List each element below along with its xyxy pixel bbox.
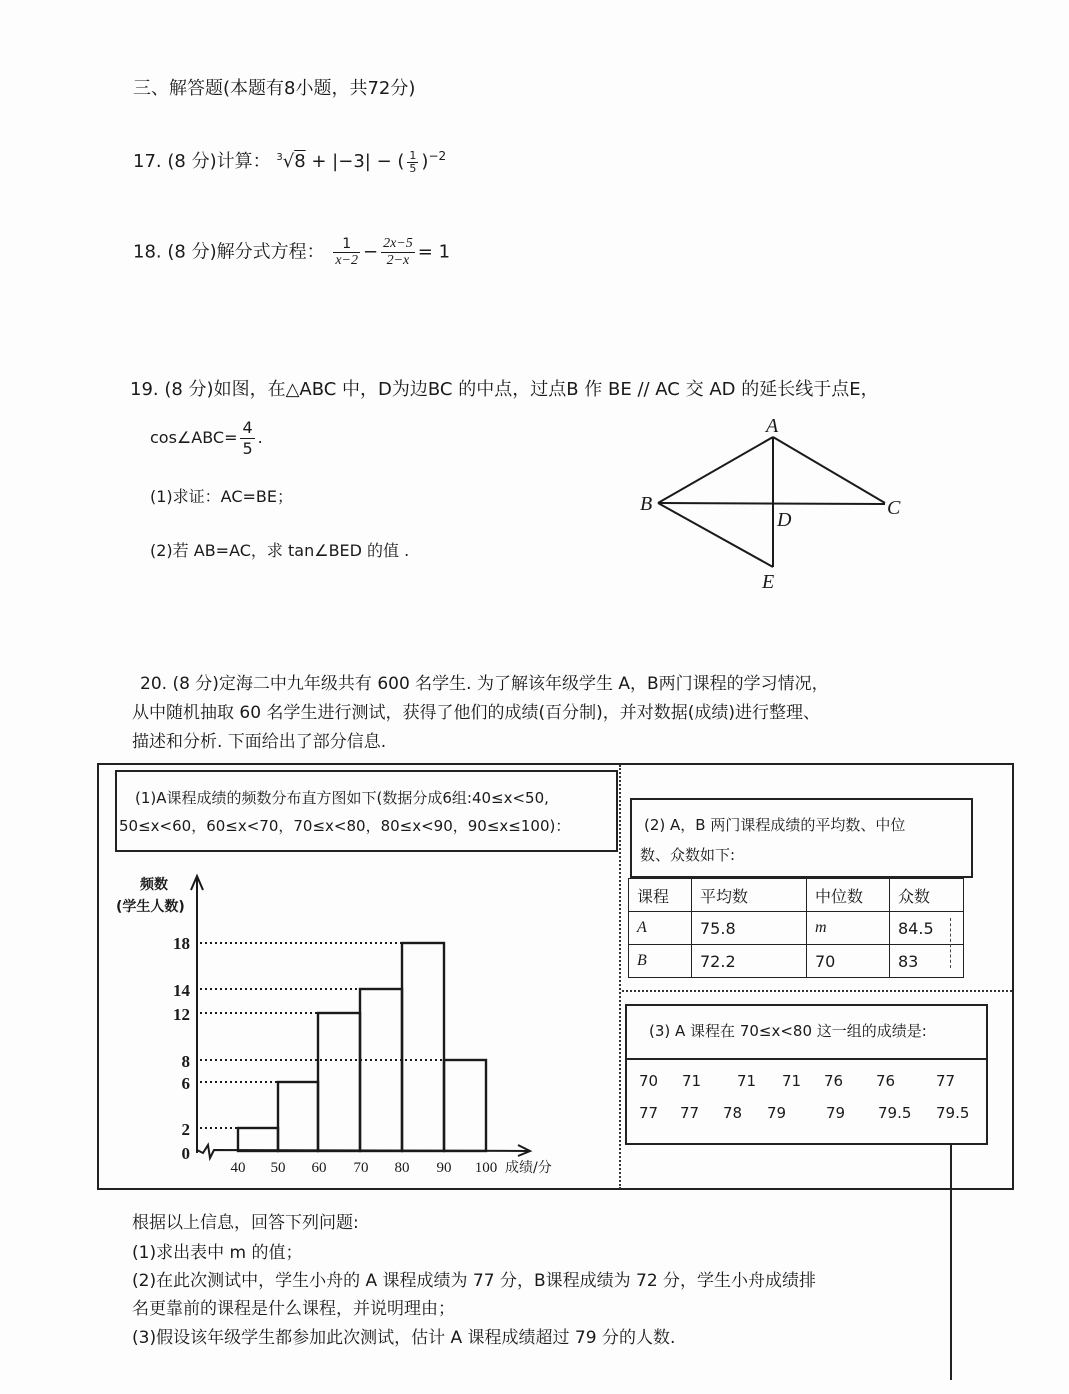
q18-rhs: = 1	[417, 241, 451, 263]
table-row	[629, 912, 964, 945]
score: 77	[639, 1104, 659, 1122]
score: 77	[680, 1104, 700, 1122]
x-tick: 90	[436, 1160, 452, 1176]
frac1-num: 1	[333, 236, 360, 253]
bar-80-90	[402, 943, 444, 1151]
table-cell: 75.8	[692, 912, 807, 945]
table-cell: 83	[890, 945, 964, 978]
table-row	[629, 945, 964, 978]
question-18	[133, 236, 450, 269]
x-tick: 50	[270, 1160, 286, 1176]
x-tick: 40	[230, 1160, 246, 1176]
bar-40-50	[238, 1128, 278, 1151]
x-axis-label: 成绩/分	[505, 1160, 552, 1176]
panel-divider-h	[622, 990, 1012, 992]
table-cell: A	[629, 912, 692, 945]
q18-points: (8 分)	[167, 241, 217, 263]
frac-num: 1	[409, 148, 417, 162]
frac1-den: x−2	[335, 253, 358, 268]
q20-intro-line: 20. (8 分)定海二中九年级共有 600 名学生. 为了解该年级学生 A，B两门课程的学习情况，	[140, 674, 829, 694]
y-tick: 2	[181, 1120, 190, 1139]
table-header-row	[629, 879, 964, 912]
bar-70-80	[360, 989, 402, 1151]
part3-divider	[627, 1058, 986, 1060]
score: 71	[782, 1072, 802, 1090]
question-item-3: (3)假设该年级学生都参加此次测试，估计 A 课程成绩超过 79 分的人数.	[132, 1328, 676, 1348]
label-c: C	[887, 497, 901, 519]
label-d: D	[777, 509, 792, 531]
score: 79.5	[936, 1104, 970, 1122]
table-header: 平均数	[692, 879, 807, 912]
q17-prompt: 计算：	[216, 151, 271, 172]
q19-cos-given	[150, 418, 263, 459]
table-cell: 84.5	[890, 912, 964, 945]
exponent: −2	[428, 149, 447, 163]
q18-number: 18.	[133, 241, 162, 263]
q19-part1: (1)求证：AC=BE；	[150, 487, 293, 506]
cos-num: 4	[242, 418, 253, 437]
part2-caption-line: (2) A，B 两门课程成绩的平均数、中位	[644, 816, 906, 834]
q18-prompt: 解分式方程：	[216, 241, 325, 263]
x-tick: 80	[394, 1160, 410, 1176]
section-header: 三、解答题(本题有8小题，共72分)	[133, 78, 416, 99]
table-header: 课程	[629, 879, 692, 912]
y-tick: 18	[173, 934, 190, 953]
x-tick: 100	[474, 1160, 498, 1176]
question-item-2: (2)在此次测试中，学生小舟的 A 课程成绩为 77 分，B课程成绩为 72 分，学生小舟成绩排	[132, 1271, 817, 1291]
y-tick: 14	[173, 981, 190, 1000]
table-header: 中位数	[807, 879, 890, 912]
histogram-bars	[238, 943, 486, 1151]
table-header: 众数	[890, 879, 964, 912]
score: 71	[737, 1072, 757, 1090]
table-cell: 72.2	[692, 945, 807, 978]
stats-table	[628, 878, 964, 978]
table-cell: m	[807, 912, 890, 945]
q20-intro-line: 从中随机抽取 60 名学生进行测试，获得了他们的成绩(百分制)，并对数据(成绩)进行整理、	[132, 703, 820, 723]
cos-label: cos∠ABC=	[150, 428, 238, 447]
part1-caption-box	[115, 770, 618, 852]
bar-90-100	[444, 1060, 486, 1151]
y-axis-label-1: 频数	[140, 877, 168, 893]
histogram-chart	[100, 860, 620, 1185]
radicand: 8	[294, 151, 306, 172]
cos-den: 5	[242, 439, 253, 458]
question-17	[133, 147, 446, 175]
y-tick: 0	[181, 1144, 190, 1163]
frac2-num: 2x−5	[383, 236, 413, 251]
part2-caption-line: 数、众数如下:	[640, 846, 736, 864]
bar-50-60	[278, 1082, 318, 1151]
score: 70	[639, 1072, 659, 1090]
score: 71	[682, 1072, 702, 1090]
question-item-1: (1)求出表中 m 的值；	[132, 1243, 303, 1263]
q20-intro	[132, 670, 829, 757]
triangle-figure	[630, 410, 920, 595]
frac2-den: 2−x	[386, 253, 410, 268]
guide-lines	[200, 943, 444, 1128]
score: 76	[824, 1072, 844, 1090]
x-tick: 60	[311, 1160, 327, 1176]
part1-caption-line: 50≤x<60，60≤x<70，70≤x<80，80≤x<90，90≤x≤100)：	[119, 817, 571, 835]
q19-line1: 19. (8 分)如图，在△ABC 中，D为边BC 的中点，过点B 作 BE // AC 交 AD 的延长线于点E，	[130, 379, 879, 400]
y-tick: 6	[181, 1074, 190, 1093]
label-e: E	[762, 571, 775, 593]
y-tick: 12	[173, 1005, 190, 1024]
q17-number: 17.	[133, 151, 162, 172]
q17-points: (8 分)	[167, 151, 217, 172]
root-index: 3	[276, 152, 283, 163]
part3-caption: (3) A 课程在 70≤x<80 这一组的成绩是:	[649, 1022, 927, 1040]
table-cell: 70	[807, 945, 890, 978]
score: 77	[936, 1072, 956, 1090]
label-a: A	[766, 415, 779, 437]
cos-end: .	[257, 428, 263, 447]
x-tick: 70	[353, 1160, 369, 1176]
part2-caption-box	[630, 798, 973, 878]
q19-part2: (2)若 AB=AC，求 tan∠BED 的值 .	[150, 541, 410, 560]
score: 79.5	[878, 1104, 912, 1122]
label-b: B	[640, 493, 653, 515]
minus-sign: −	[363, 241, 379, 263]
score: 79	[767, 1104, 787, 1122]
part3-scores	[625, 1072, 988, 1132]
questions-intro: 根据以上信息，回答下列问题:	[132, 1213, 359, 1233]
bar-60-70	[318, 1013, 360, 1151]
question-item-2-cont: 名更靠前的课程是什么课程，并说明理由；	[132, 1299, 455, 1319]
table-cell: B	[629, 945, 692, 978]
q17-expression: $^3$√8 + |−3| − ( $\frac{1}{5}$ )$^{-2}$	[276, 148, 447, 175]
y-axis-label-2: (学生人数)	[116, 899, 185, 915]
margin-line	[950, 1145, 952, 1380]
part1-caption-line: (1)A课程成绩的频数分布直方图如下(数据分成6组:40≤x<50,	[135, 789, 549, 807]
score: 79	[826, 1104, 846, 1122]
q17-expr-mid: + |−3| −	[311, 151, 392, 172]
score: 76	[876, 1072, 896, 1090]
y-tick: 8	[181, 1052, 190, 1071]
frac-den: 5	[409, 161, 417, 175]
score: 78	[723, 1104, 743, 1122]
q20-intro-line: 描述和分析. 下面给出了部分信息.	[132, 732, 387, 752]
table-margin-mark	[950, 918, 951, 968]
